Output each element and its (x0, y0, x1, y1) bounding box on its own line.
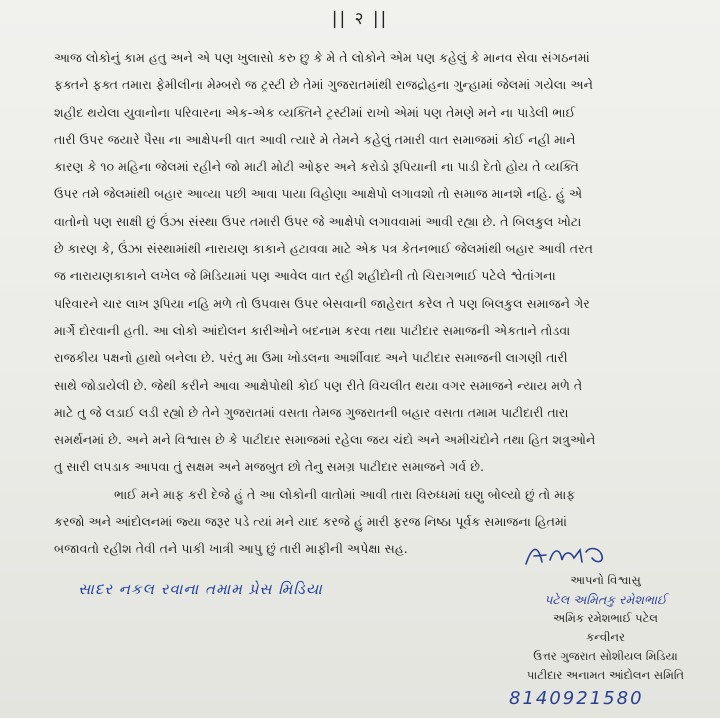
signature-block (498, 571, 713, 685)
letter-line: ફક્તને ફક્ત તમારા ફેમીલીના મેમ્બરો જ ટ્રસ્ટી છે તેમાં ગુજરાતમાંથી રાજદ્રોહના ગુન્હામાં જેલમાં ગયેલા અને (54, 77, 594, 93)
letter-line: માર્ગે દોરવાની હતી. આ લોકો આંદોલન કારીઓને બદનામ કરવા તથા પાટીદાર સમાજની એકતાને તોડવા (54, 322, 571, 338)
letter-body (54, 44, 684, 563)
letter-line: તારી ઉપર જયારે પૈસા ના આક્ષેપની વાત આવી ત્યારે મે તેમને કહેલું તમારી વાત સમાજમાં કોઈ નહી માને (54, 131, 576, 147)
letter-line: માટે તુ જે લડાઈ લડી રહ્યો છે તેને ગુજરાતમાં વસતા તેમજ ગુજરાતની બહાર વસતા તમામ પાટીદારી તારા (54, 404, 569, 420)
letter-line: ભાઈ મને માફ કરી દેજે હું તે આ લોકોની વાતોમાં આવી તારા વિરુધ્ધમાં ઘણુ બોલ્યો છું તો માફ (114, 486, 576, 502)
page-number: || २ || (331, 9, 389, 29)
handwritten-signature (520, 540, 610, 572)
organization-line-1: ઉત્તર ગુજરાત સોશીયલ મિડિયા (533, 649, 678, 663)
letter-line: ઉપર તમે જેલમાંથી બહાર આવ્યા પછી આવા પાયા વિહોણા આક્ષેપો લગાવશો તો સમાજ માનશે નહિ. હું એ (54, 186, 583, 202)
letter-line: પરિવારને ચાર લાખ રૂપિયા નહિ મળે તો ઉપવાસ ઉપર બેસવાની જાહેરાત કરેલ તે પણ બિલકુલ સમાજને ગેર (54, 295, 590, 311)
letter-line: છે કારણ કે, ઉંઝા સંસ્થામાંથી નારાયણ કાકાને હટાવવા માટે એક પત્ર કેતનભાઈ જેલમાંથી બહાર આવી તરત (54, 241, 593, 257)
signatory-role: કન્વીનર (586, 630, 625, 644)
signatory-name: અમિક રમેશભાઈ પટેલ (553, 611, 658, 625)
letter-line: બજાવતો રહીશ તેવી તને પાકી ખાત્રી આપુ છું તારી માફીની અપેક્ષા સહ. (54, 541, 408, 557)
letter-line: વાતોનો પણ સાક્ષી છું ઉંઝા સંસ્થા ઉપર તમારી ઉપર જે આક્ષેપો લગાવવામાં આવી રહ્યા છે. તે બિલકુલ ખોટા (54, 213, 582, 229)
copy-to-press-note: સાદર નકલ રવાના તમામ પ્રેસ મિડિયા (78, 580, 323, 598)
letter-line: રાજકીય પક્ષનો હાથો બનેલા છે. પરંતુ મા ઉમા ખોડલના આર્શીવાદ અને પાટીદાર સમાજની લાગણી તારી (54, 350, 568, 366)
letter-line: કરજો અને આંદોલનમાં જ્યા જરૂર પડે ત્યાં મને યાદ કરજે હું મારી ફરજ નિષ્ઠા પૂર્વક સમાજના હિતમાં (54, 514, 567, 530)
letter-line: આજ લોકોનું કામ હતુ અને એ પણ ખુલાસો કરુ છુ કે મે તે લોકોને એમ પણ કહેલું કે માનવ સેવા સંગઠનમાં (54, 50, 590, 65)
organization-line-2: પાટીદાર અનામત આંદોલન સમિતિ (526, 668, 685, 682)
letter-line: તુ સારી લપડાક આપવા તું સક્ષમ અને મજબુત છો તેનુ સમગ્ર પાટીદાર સમાજને ગર્વ છે. (54, 459, 485, 475)
letter-line: શહીદ થયેલા યુવાનોના પરિવારના એક-એક વ્યક્તિને ટ્રસ્ટીમાં રાખો એમાં પણ તેમણે મને ના પાડેલી ભાઈ (54, 104, 576, 120)
letter-line: જ નારાયણકાકાને લખેલ જે મિડિયામાં પણ આવેલ વાત રહી શહીદોની તો ચિરાગભાઈ પટેલે શ્વેતાંગના (54, 268, 556, 284)
handwritten-name: પટેલ અમિતકુ રમેશભાઈ (544, 592, 667, 607)
letter-line: સમર્થનમાં છે. અને મને વિશ્વાસ છે કે પાટીદાર સમાજમાં રહેલા જય ચંદો અને અમીચંદોને તથા હિત શત્રુઓને (54, 432, 596, 448)
closing-text: આપનો વિશ્વાસુ (570, 573, 641, 587)
handwritten-phone-number: 8140921580 (509, 688, 644, 709)
letter-line: કારણ કે ૧૦ મહિના જેલમાં રહીને જો માટી મોટી ઓફર અને કરોડો રૂપિયાની ના પાડી દેતો હોય તે વ્યક્તિ (54, 159, 579, 175)
letter-line: સાથે જોડાયેલી છે. જેથી કરીને આવા આક્ષેપોથી કોઈ પણ રીતે વિચલીત થયા વગર સમાજને ન્યાય મળે તે (54, 377, 583, 393)
